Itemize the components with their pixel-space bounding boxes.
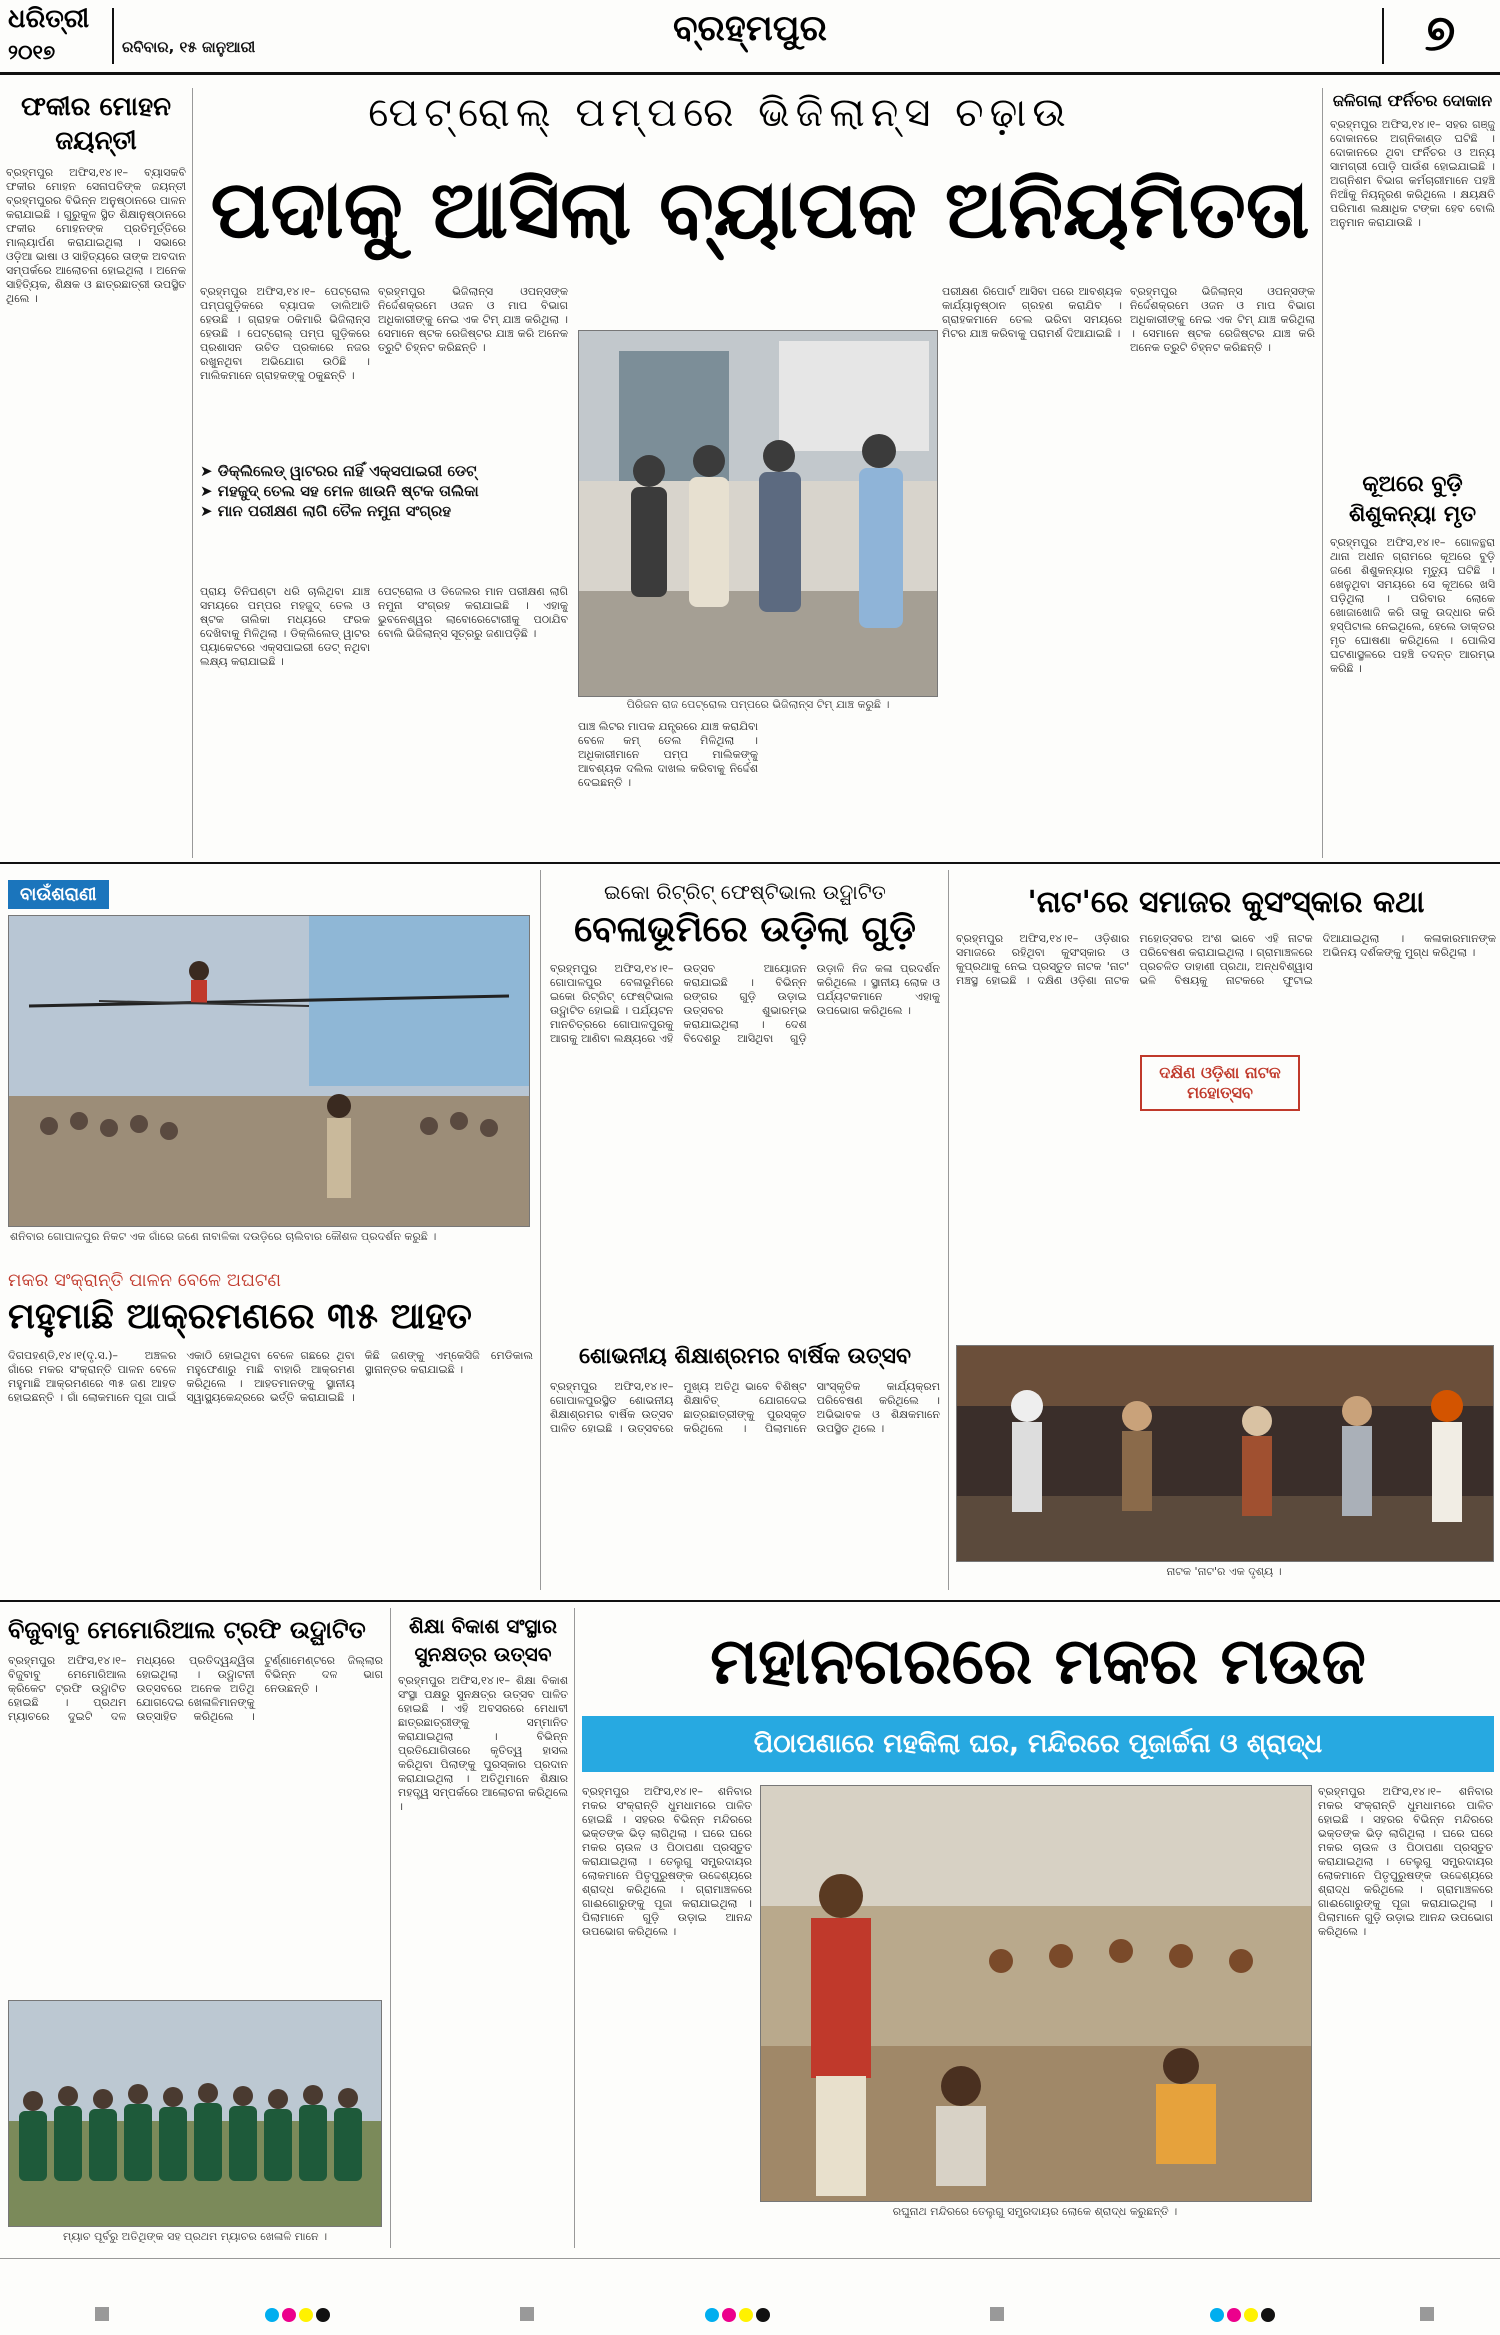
story-bees bbox=[8, 1270, 533, 1590]
edition-name: ବ୍ରହ୍ମପୁର bbox=[673, 8, 827, 49]
gray-block bbox=[95, 2307, 109, 2321]
body: ବ୍ରହ୍ମପୁର ଅଫିସ,୧୪।୧– ବ୍ୟାସକବି ଫକୀର ମୋହନ ସେନାପତିଙ୍କ ଜୟନ୍ତୀ ବ୍ରହ୍ମପୁରର ବିଭିନ୍ନ ଅନୁଷ୍ଠାନରେ ପାଳନ କରାଯାଇଛି । ଗୁରୁକୁଳ ସ୍ଥିତ ଶିକ୍ଷାନୁଷ୍ଠାନରେ ଫକୀର ମୋହନଙ୍କ ପ୍ରତିମୂର୍ତ୍ତିରେ ମାଲ୍ୟାର୍ପଣ କରାଯାଇଥିଲା । ସଭାରେ ଓଡ଼ିଆ ଭାଷା ଓ ସାହିତ୍ୟରେ ତାଙ୍କ ଅବଦାନ ସମ୍ପର୍କରେ ଆଲୋଚନା ହୋଇଥିଲା । ଅନେକ ସାହିତ୍ୟିକ, ଶିକ୍ଷକ ଓ ଛାତ୍ରଛାତ୍ରୀ ଉପସ୍ଥିତ ଥିଲେ । bbox=[6, 166, 186, 305]
body: ବ୍ରହ୍ମପୁର ଅଫିସ,୧୪।୧– ବିଜୁବାବୁ ମେମୋରିଆଲ କ୍ରିକେଟ ଟ୍ରଫି ଉଦ୍ଘାଟିତ ହୋଇଛି । ପ୍ରଥମ ମ୍ୟାଚରେ ଦୁଇଟି ଦଳ ମଧ୍ୟରେ ପ୍ରତିଦ୍ୱନ୍ଦ୍ୱିତା ହୋଇଥିଲା । ଉଦ୍ଘାଟନୀ ଉତ୍ସବରେ ଅନେକ ଅତିଥି ଯୋଗଦେଇ ଖେଳାଳିମାନଙ୍କୁ ଉତ୍ସାହିତ କରିଥିଲେ । ଟୁର୍ଣ୍ଣାମେଣ୍ଟରେ ଜିଲ୍ଲାର ବିଭିନ୍ନ ଦଳ ଭାଗ ନେଉଛନ୍ତି । bbox=[8, 1654, 383, 1723]
col-rule bbox=[192, 88, 193, 858]
headline: ଜଳିଗଲା ଫର୍ନିଚର ଦୋକାନ bbox=[1332, 91, 1493, 110]
petrol-photo-caption: ପିରିଜନ ରାଜ ପେଟ୍ରୋଲ ପମ୍ପରେ ଭିଜିଲାନ୍ସ ଟିମ୍ ଯାଞ୍ଚ କରୁଛି । bbox=[626, 698, 890, 711]
paper-year: ୨୦୧୭ bbox=[8, 40, 56, 64]
petrol-body-5: ପାଞ୍ଚ ଲିଟର ମାପକ ଯନ୍ତ୍ରରେ ଯାଞ୍ଚ କରାଯିବା ବେଳେ କମ୍ ତେଲ ମିଳିଥିଲା । ଅଧିକାରୀମାନେ ପମ୍ପ ମାଲିକଙ୍କୁ ଆବଶ୍ୟକ ଦଲିଲ ଦାଖଲ କରିବାକୁ ନିର୍ଦ୍ଦେଶ ଦେଇଛନ୍ତି । bbox=[578, 720, 758, 789]
headline: 'ନାଟ'ରେ ସମାଜର କୁସଂସ୍କାର କଥା bbox=[1027, 885, 1425, 920]
makar-photo-image bbox=[761, 1786, 1311, 2201]
headline: କୂଅରେ ବୁଡ଼ି ଶିଶୁକନ୍ୟା ମୃତ bbox=[1348, 472, 1477, 527]
bullet-1: ➤ ଡିକ୍ଲିଲେଡ୍ ୱାଟରର ନାହିଁ ଏକ୍ସପାଇରୀ ଡେଟ୍ bbox=[200, 462, 477, 480]
circus-photo bbox=[8, 915, 530, 1227]
issue-date: ରବିବାର, ୧୫ ଜାନୁଆରୀ bbox=[122, 38, 256, 56]
cyan-dot bbox=[265, 2308, 279, 2322]
makar-subhead-band bbox=[582, 1716, 1494, 1772]
petrol-bullets bbox=[200, 460, 570, 575]
black-dot bbox=[316, 2308, 330, 2322]
makar-subhead: ପିଠାପଣାରେ ମହକିଲା ଘର, ମନ୍ଦିରରେ ପୂଜାର୍ଚ୍ଚନା ଓ ଶ୍ରାଦ୍ଧ bbox=[753, 1729, 1323, 1759]
page-number: ୭ bbox=[1424, 4, 1456, 62]
col-rule bbox=[540, 870, 541, 1590]
headline: ବେଳାଭୂମିରେ ଉଡ଼ିଲା ଗୁଡ଼ି bbox=[574, 909, 916, 950]
makar-body-left: ବ୍ରହ୍ମପୁର ଅଫିସ,୧୪।୧– ଶନିବାର ମକର ସଂକ୍ରାନ୍ତି ଧୁମଧାମରେ ପାଳିତ ହୋଇଛି । ସହରର ବିଭିନ୍ନ ମନ୍ଦିରରେ ଭକ୍ତଙ୍କ ଭିଡ଼ ଲାଗିଥିଲା । ଘରେ ଘରେ ମକର ଚାଉଳ ଓ ପିଠାପଣା ପ୍ରସ୍ତୁତ କରାଯାଇଥିଲା । ତେଲୁଗୁ ସମ୍ପ୍ରଦାୟର ଲୋକମାନେ ପିତୃପୁରୁଷଙ୍କ ଉଦ୍ଦେଶ୍ୟରେ ଶ୍ରାଦ୍ଧ କରିଥିଲେ । ଗ୍ରାମାଞ୍ଚଳରେ ଗାଈଗୋରୁଙ୍କୁ ପୂଜା କରାଯାଇଥିଲା । ପିଲାମାନେ ଗୁଡ଼ି ଉଡ଼ାଇ ଆନନ୍ଦ ଉପଭୋଗ କରିଥିଲେ । bbox=[582, 1785, 752, 1938]
natak-sidebar-label: ଦକ୍ଷିଣ ଓଡ଼ିଶା ନାଟକ ମହୋତ୍ସବ bbox=[1159, 1063, 1281, 1102]
petrol-photo bbox=[578, 330, 938, 697]
magenta-dot bbox=[1227, 2308, 1241, 2322]
bullet-3: ➤ ମାନ ପରୀକ୍ଷଣ ଲାଗି ତୈଳ ନମୁନା ସଂଗ୍ରହ bbox=[200, 502, 451, 520]
circus-tag-label: ବାଉଁଶରାଣୀ bbox=[20, 884, 97, 905]
story-well bbox=[1330, 470, 1495, 855]
gray-block bbox=[1420, 2307, 1434, 2321]
body: ବ୍ରହ୍ମପୁର ଅଫିସ,୧୪।୧– ସହର ଗଞ୍ଜୁ ଦୋକାନରେ ଅଗ୍ନିକାଣ୍ଡ ଘଟିଛି । ଦୋକାନରେ ଥିବା ଫର୍ନିଚର ଓ ଅନ୍ୟ ସାମଗ୍ରୀ ପୋଡ଼ି ପାଉଁଶ ହୋଇଯାଇଛି । ଅଗ୍ନିଶମ ବିଭାଗ କର୍ମଚାରୀମାନେ ପହଞ୍ଚି ନିଆଁକୁ ନିୟନ୍ତ୍ରଣ କରିଥିଲେ । କ୍ଷୟକ୍ଷତି ପରିମାଣ ଲକ୍ଷାଧିକ ଟଙ୍କା ହେବ ବୋଲି ଅନୁମାନ କରାଯାଉଛି । bbox=[1330, 118, 1495, 229]
headline: ଶୋଭନୀୟ ଶିକ୍ଷାଶ୍ରମର ବାର୍ଷିକ ଉତ୍ସବ bbox=[578, 1344, 911, 1369]
masthead-rule bbox=[0, 72, 1500, 75]
yellow-dot bbox=[739, 2308, 753, 2322]
col-rule bbox=[948, 870, 949, 1590]
trophy-photo-caption: ମ୍ୟାଚ ପୂର୍ବରୁ ଅତିଥିଙ୍କ ସହ ପ୍ରଥମ ମ୍ୟାଚର ଖେଳାଳି ମାନେ । bbox=[62, 2230, 328, 2243]
body: ବ୍ରହ୍ମପୁର ଅଫିସ,୧୪।୧– ଗୋପାଳପୁରସ୍ଥିତ ଶୋଭନୀୟ ଶିକ୍ଷାଶ୍ରମର ବାର୍ଷିକ ଉତ୍ସବ ପାଳିତ ହୋଇଛି । ଉତ୍ସବରେ ମୁଖ୍ୟ ଅତିଥି ଭାବେ ବିଶିଷ୍ଟ ଶିକ୍ଷାବିତ୍ ଯୋଗଦେଇ ଛାତ୍ରଛାତ୍ରୀଙ୍କୁ ପୁରସ୍କୃତ କରିଥିଲେ । ପିଲାମାନେ ସାଂସ୍କୃତିକ କାର୍ଯ୍ୟକ୍ରମ ପରିବେଷଣ କରିଥିଲେ । ଅଭିଭାବକ ଓ ଶିକ୍ଷକମାନେ ଉପସ୍ଥିତ ଥିଲେ । bbox=[550, 1380, 940, 1435]
gray-block bbox=[520, 2307, 534, 2321]
col-rule bbox=[574, 1608, 575, 2248]
gray-block bbox=[990, 2307, 1004, 2321]
kicker: ଇକୋ ରିଟ୍ରିଟ୍ ଫେଷ୍ଟିଭାଲ ଉଦ୍ଘାଟିତ bbox=[604, 880, 886, 904]
masthead-divider-left bbox=[112, 8, 114, 64]
col-rule bbox=[1322, 88, 1323, 858]
cyan-dot bbox=[1210, 2308, 1224, 2322]
makar-body-right: ବ୍ରହ୍ମପୁର ଅଫିସ,୧୪।୧– ଶନିବାର ମକର ସଂକ୍ରାନ୍ତି ଧୁମଧାମରେ ପାଳିତ ହୋଇଛି । ସହରର ବିଭିନ୍ନ ମନ୍ଦିରରେ ଭକ୍ତଙ୍କ ଭିଡ଼ ଲାଗିଥିଲା । ଘରେ ଘରେ ମକର ଚାଉଳ ଓ ପିଠାପଣା ପ୍ରସ୍ତୁତ କରାଯାଇଥିଲା । ତେଲୁଗୁ ସମ୍ପ୍ରଦାୟର ଲୋକମାନେ ପିତୃପୁରୁଷଙ୍କ ଉଦ୍ଦେଶ୍ୟରେ ଶ୍ରାଦ୍ଧ କରିଥିଲେ । ଗ୍ରାମାଞ୍ଚଳରେ ଗାଈଗୋରୁଙ୍କୁ ପୂଜା କରାଯାଇଥିଲା । ପିଲାମାନେ ଗୁଡ଼ି ଉଡ଼ାଇ ଆନନ୍ଦ ଉପଭୋଗ କରିଥିଲେ । bbox=[1318, 1785, 1493, 1938]
magenta-dot bbox=[722, 2308, 736, 2322]
petrol-photo-image bbox=[579, 331, 937, 696]
headline: ମହୁମାଛି ଆକ୍ରମଣରେ ୩୫ ଆହତ bbox=[8, 1296, 472, 1337]
cyan-dot bbox=[705, 2308, 719, 2322]
col-rule bbox=[390, 1608, 391, 2248]
petrol-body-6: ପରୀକ୍ଷଣ ରିପୋର୍ଟ ଆସିବା ପରେ ଆବଶ୍ୟକ କାର୍ଯ୍ୟାନୁଷ୍ଠାନ ଗ୍ରହଣ କରାଯିବ । ଗ୍ରାହକମାନେ ତେଲ ଭରିବା ସମୟରେ ମିଟର ଯାଞ୍ଚ କରିବାକୁ ପରାମର୍ଶ ଦିଆଯାଇଛି । bbox=[942, 285, 1122, 340]
makar-photo bbox=[760, 1785, 1312, 2202]
trophy-photo bbox=[8, 2000, 382, 2227]
petrol-body-2: ବ୍ରହ୍ମପୁର ଭିଜିଲାନ୍ସ ଓପନ୍ସଙ୍କ ନିର୍ଦ୍ଦେଶକ୍ରମେ ଓଜନ ଓ ମାପ ବିଭାଗ ଅଧିକାରୀଙ୍କୁ ନେଇ ଏକ ଟିମ୍ ଯାଞ୍ଚ କରିଥିଲା । ସେମାନେ ଷ୍ଟକ ରେଜିଷ୍ଟର ଯାଞ୍ଚ କରି ଅନେକ ତ୍ରୁଟି ଚିହ୍ନଟ କରିଛନ୍ତି । bbox=[378, 285, 568, 354]
petrol-headline: ପଦାକୁ ଆସିଲା ବ୍ୟାପକ ଅନିୟମିତତା bbox=[210, 163, 1310, 256]
circus-caption: ଶନିବାର ଗୋପାଳପୁର ନିକଟ ଏକ ଗାଁରେ ଜଣେ ନାବାଳିକା ଦଉଡ଼ିରେ ଚାଲିବାର କୌଶଳ ପ୍ରଦର୍ଶନ କରୁଛି । bbox=[10, 1230, 437, 1243]
masthead bbox=[0, 0, 1500, 78]
petrol-body-4: ପେଟ୍ରୋଲ ଓ ଡିଜେଲର ମାନ ପରୀକ୍ଷଣ ଲାଗି ନମୁନା ସଂଗ୍ରହ କରାଯାଇଛି । ଏହାକୁ ଭୁବନେଶ୍ୱର ଲାବୋରେଟୋରୀକୁ ପଠାଯିବ ବୋଲି ଭିଜିଲାନ୍ସ ସୂତ୍ରରୁ ଜଣାପଡ଼ିଛି । bbox=[378, 585, 568, 640]
color-dots bbox=[1210, 2307, 1278, 2326]
yellow-dot bbox=[1244, 2308, 1258, 2322]
circus-photo-image bbox=[9, 916, 529, 1226]
petrol-body-3: ପ୍ରାୟ ତିନିଘଣ୍ଟା ଧରି ଚାଲିଥିବା ଯାଞ୍ଚ ସମୟରେ ପମ୍ପର ମହଜୁଦ୍ ତେଲ ଓ ଷ୍ଟକ ତାଲିକା ମଧ୍ୟରେ ଫରକ ଦେଖିବାକୁ ମିଳିଥିଲା । ଡିକ୍ଲିଲେଡ୍ ୱାଟର ପ୍ୟାକେଟରେ ଏକ୍ସପାଇରୀ ଡେଟ୍ ନଥିବା ଲକ୍ଷ୍ୟ କରାଯାଇଛି । bbox=[200, 585, 370, 668]
natak-photo-caption: ନାଟକ 'ନାଟ'ର ଏକ ଦୃଶ୍ୟ । bbox=[1166, 1565, 1282, 1578]
petrol-kicker: ପେଟ୍ରୋଲ୍ ପମ୍ପରେ ଭିଜିଲାନ୍ସ ଚଢ଼ାଉ bbox=[368, 90, 1072, 136]
story-fire bbox=[1330, 90, 1495, 460]
section-rule bbox=[0, 1600, 1500, 1602]
section-rule bbox=[0, 862, 1500, 864]
natak-photo-image bbox=[957, 1346, 1493, 1561]
footer-rule bbox=[0, 2258, 1500, 2259]
body: ବ୍ରହ୍ମପୁର ଅଫିସ,୧୪।୧– ଗୋଳନ୍ଥରା ଥାନା ଅଧୀନ ଗ୍ରାମରେ କୂଅରେ ବୁଡ଼ି ଜଣେ ଶିଶୁକନ୍ୟାର ମୃତ୍ୟୁ ଘଟିଛି । ଖେଳୁଥିବା ସମୟରେ ସେ କୂଅରେ ଖସି ପଡ଼ିଥିଲା । ପରିବାର ଲୋକେ ଖୋଜାଖୋଜି କରି ତାକୁ ଉଦ୍ଧାର କରି ହସ୍ପିଟାଲ ନେଇଥିଲେ, ହେଲେ ଡାକ୍ତର ମୃତ ଘୋଷଣା କରିଥିଲେ । ପୋଲିସ ଘଟଣାସ୍ଥଳରେ ପହଞ୍ଚି ତଦନ୍ତ ଆରମ୍ଭ କରିଛି । bbox=[1330, 536, 1495, 675]
yellow-dot bbox=[299, 2308, 313, 2322]
kicker: ମକର ସଂକ୍ରାନ୍ତି ପାଳନ ବେଳେ ଅଘଟଣ bbox=[8, 1270, 282, 1291]
magenta-dot bbox=[282, 2308, 296, 2322]
makar-photo-caption: ରଘୁନାଥ ମନ୍ଦିରରେ ତେଲୁଗୁ ସମ୍ପ୍ରଦାୟର ଲୋକେ ଶ୍ରାଦ୍ଧ କରୁଛନ୍ତି । bbox=[892, 2205, 1178, 2218]
color-dots bbox=[265, 2307, 333, 2326]
story-fakir bbox=[6, 90, 186, 860]
story-shiksha bbox=[398, 1612, 568, 2252]
body: ଦିଗପହଣ୍ଡି,୧୪।୧(ଦୃ.ସ.)– ଅଞ୍ଚଳର ଗାଁରେ ମକର ସଂକ୍ରାନ୍ତି ପାଳନ ବେଳେ ମହୁମାଛି ଆକ୍ରମଣରେ ୩୫ ଜଣ ଆହତ ହୋଇଛନ୍ତି । ଗାଁ ଲୋକମାନେ ପୂଜା ପାଇଁ ଏକାଠି ହୋଇଥିବା ବେଳେ ଗଛରେ ଥିବା ମହୁଫେଣାରୁ ମାଛି ବାହାରି ଆକ୍ରମଣ କରିଥିଲେ । ଆହତମାନଙ୍କୁ ସ୍ଥାନୀୟ ସ୍ୱାସ୍ଥ୍ୟକେନ୍ଦ୍ରରେ ଭର୍ତ୍ତି କରାଯାଇଛି । କିଛି ଜଣଙ୍କୁ ଏମ୍‌କେସିଜି ମେଡିକାଲ ସ୍ଥାନାନ୍ତର କରାଯାଇଛି । bbox=[8, 1349, 533, 1404]
story-school bbox=[550, 1340, 940, 1590]
headline: ଶିକ୍ଷା ବିକାଶ ସଂସ୍ଥାର ସୁନକ୍ଷତ୍ର ଉତ୍ସବ bbox=[408, 1614, 558, 1666]
bullet-2: ➤ ମହଜୁଦ୍ ତେଲ ସହ ମେଳ ଖାଉନି ଷ୍ଟକ ତାଲିକା bbox=[200, 482, 479, 500]
story-trophy bbox=[8, 1612, 383, 1992]
black-dot bbox=[1261, 2308, 1275, 2322]
makar-headline: ମହାନଗରରେ ମକର ମଉଜ bbox=[710, 1625, 1366, 1699]
petrol-body-1: ବ୍ରହ୍ମପୁର ଅଫିସ,୧୪।୧– ପେଟ୍ରୋଲ ପମ୍ପଗୁଡ଼ିକରେ ବ୍ୟାପକ ଡାଲିଆଡି ହେଉଛି । ଗ୍ରାହକ ଠକିମାରି ଭିଜିଲାନ୍ସ ହେଉଛି । ପେଟ୍ରୋଲ୍ ପମ୍ପ ଗୁଡ଼ିକରେ ପ୍ରଶାସନ ଉଚିତ ପ୍ରକାରେ ନଜର ରଖୁନଥିବା ଅଭିଯୋଗ ଉଠିଛି । ମାଲିକମାନେ ଗ୍ରାହକଙ୍କୁ ଠକୁଛନ୍ତି । bbox=[200, 285, 370, 382]
registration-marks bbox=[0, 2305, 1500, 2329]
body: ବ୍ରହ୍ମପୁର ଅଫିସ,୧୪।୧– ଓଡ଼ିଶାର ସମାଜରେ ରହିଥିବା କୁସଂସ୍କାର ଓ କୁପ୍ରଥାକୁ ନେଇ ପ୍ରସ୍ତୁତ ନାଟକ 'ନାଟ' ମଞ୍ଚସ୍ଥ ହୋଇଛି । ଦକ୍ଷିଣ ଓଡ଼ିଶା ନାଟକ ମହୋତ୍ସବର ଅଂଶ ଭାବେ ଏହି ନାଟକ ପରିବେଷଣ କରାଯାଇଥିଲା । ଗ୍ରାମାଞ୍ଚଳରେ ପ୍ରଚଳିତ ଡାହାଣୀ ପ୍ରଥା, ଅନ୍ଧବିଶ୍ୱାସ ଭଳି ବିଷୟକୁ ନାଟକରେ ଫୁଟାଇ ଦିଆଯାଇଥିଲା । କଳାକାରମାନଙ୍କ ଅଭିନୟ ଦର୍ଶକଙ୍କୁ ମୁଗ୍ଧ କରିଥିଲା । bbox=[956, 932, 1496, 987]
petrol-body-7: ବ୍ରହ୍ମପୁର ଭିଜିଲାନ୍ସ ଓପନ୍ସଙ୍କ ନିର୍ଦ୍ଦେଶକ୍ରମେ ଓଜନ ଓ ମାପ ବିଭାଗ ଅଧିକାରୀଙ୍କୁ ନେଇ ଏକ ଟିମ୍ ଯାଞ୍ଚ କରିଥିଲା । ସେମାନେ ଷ୍ଟକ ରେଜିଷ୍ଟର ଯାଞ୍ଚ କରି ଅନେକ ତ୍ରୁଟି ଚିହ୍ନଟ କରିଛନ୍ତି । bbox=[1130, 285, 1315, 354]
trophy-photo-image bbox=[9, 2001, 381, 2226]
body: ବ୍ରହ୍ମପୁର ଅଫିସ,୧୪।୧– ଶିକ୍ଷା ବିକାଶ ସଂସ୍ଥା ପକ୍ଷରୁ ସୁନକ୍ଷତ୍ର ଉତ୍ସବ ପାଳିତ ହୋଇଛି । ଏହି ଅବସରରେ ମେଧାବୀ ଛାତ୍ରଛାତ୍ରୀଙ୍କୁ ସମ୍ମାନିତ କରାଯାଇଥିଲା । ବିଭିନ୍ନ ପ୍ରତିଯୋଗିତାରେ କୃତିତ୍ୱ ହାସଲ କରିଥିବା ପିଲାଙ୍କୁ ପୁରସ୍କାର ପ୍ରଦାନ କରାଯାଇଥିଲା । ଅତିଥିମାନେ ଶିକ୍ଷାର ମହତ୍ତ୍ୱ ସମ୍ପର୍କରେ ଆଲୋଚନା କରିଥିଲେ । bbox=[398, 1674, 568, 1813]
circus-tag bbox=[8, 880, 109, 909]
headline: ଫକୀର ମୋହନ ଜୟନ୍ତୀ bbox=[20, 92, 172, 156]
natak-photo bbox=[956, 1345, 1494, 1562]
color-dots bbox=[705, 2307, 773, 2326]
natak-sidebar bbox=[1140, 1055, 1300, 1111]
body: ବ୍ରହ୍ମପୁର ଅଫିସ,୧୪।୧– ଗୋପାଳପୁର ବେଳାଭୂମିରେ ଇକୋ ରିଟ୍ରିଟ୍ ଫେଷ୍ଟିଭାଲ ଉଦ୍ଘାଟିତ ହୋଇଛି । ପର୍ଯ୍ୟଟନ ମାନଚିତ୍ରରେ ଗୋପାଳପୁରକୁ ଆଗକୁ ଆଣିବା ଲକ୍ଷ୍ୟରେ ଏହି ଉତ୍ସବ ଆୟୋଜନ କରାଯାଇଛି । ବିଭିନ୍ନ ରଙ୍ଗର ଗୁଡ଼ି ଉଡ଼ାଇ ଉତ୍ସବର ଶୁଭାରମ୍ଭ କରାଯାଇଥିଲା । ଦେଶ ବିଦେଶରୁ ଆସିଥିବା ଗୁଡ଼ି ଉଡ଼ାଳି ନିଜ କଳା ପ୍ରଦର୍ଶନ କରିଥିଲେ । ସ୍ଥାନୀୟ ଲୋକ ଓ ପର୍ଯ୍ୟଟକମାନେ ଏହାକୁ ଉପଭୋଗ କରିଥିଲେ । bbox=[550, 962, 940, 1045]
black-dot bbox=[756, 2308, 770, 2322]
paper-name: ଧରିତ୍ରୀ bbox=[8, 4, 90, 34]
masthead-divider-right bbox=[1382, 8, 1384, 64]
story-kite bbox=[550, 880, 940, 1340]
headline: ବିଜୁବାବୁ ମେମୋରିଆଲ ଟ୍ରଫି ଉଦ୍ଘାଟିତ bbox=[8, 1616, 366, 1644]
